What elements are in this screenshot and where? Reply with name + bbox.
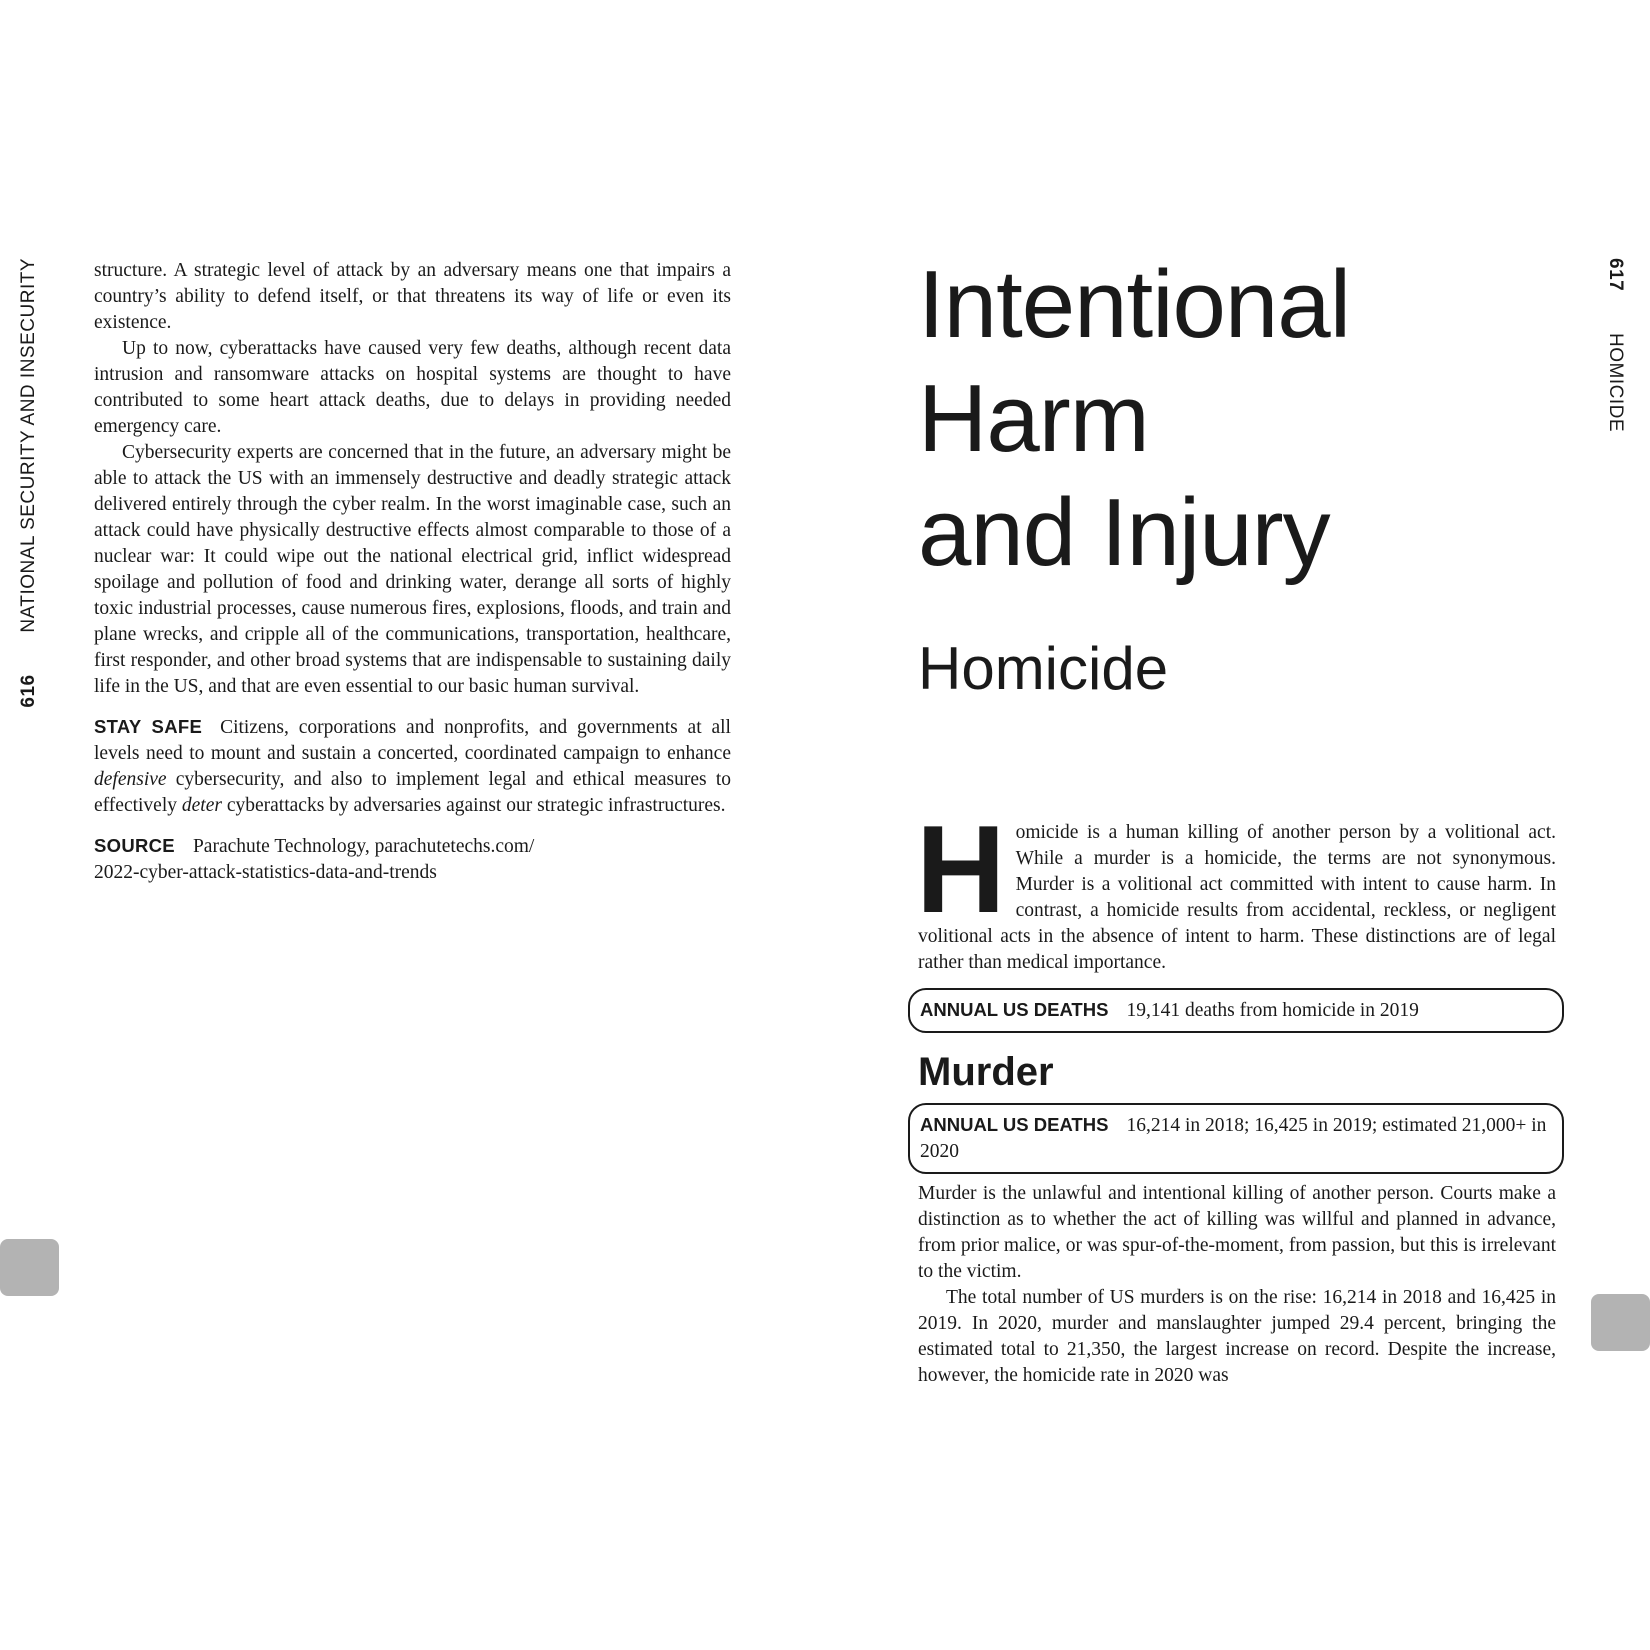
stat-label: ANNUAL US DEATHS: [920, 1114, 1109, 1135]
source-paragraph: [94, 833, 731, 886]
chapter-title-line: and Injury: [918, 479, 1330, 586]
right-running-head: [1604, 258, 1626, 432]
chapter-title-line: Harm: [918, 365, 1149, 472]
right-thumb-tab: [1591, 1294, 1650, 1351]
left-paragraph: structure. A strategic level of attack by an adversary means one that impairs a country’s ability to defend itself, or that threatens its way of life or even its existence.: [94, 260, 731, 333]
stat-label: ANNUAL US DEATHS: [920, 999, 1109, 1020]
murder-paragraph: The total number of US murders is on the rise: 16,214 in 2018 and 16,425 in 2019. In 2020, murder and manslaughter jumped 29.4 percent, bringing the estimated total to 21,350, the largest increase on record. Despite the increase, however, the homicide rate in 2020 was: [918, 1287, 1556, 1386]
left-page-body: [94, 258, 731, 886]
chapter-title: [918, 248, 1518, 590]
stat-value: 16,214 in 2018; 16,425 in 2019; estimated 21,000+ in 2020: [920, 1115, 1547, 1162]
murder-paragraph: Murder is the unlawful and intentional killing of another person. Courts make a distinction as to whether the act of killing was willful and planned in advance, from prior malice, or was spur-of-the-moment, from passion, but this is irrelevant to the victim.: [918, 1183, 1556, 1282]
stay-safe-emphasis: defensive: [94, 769, 167, 790]
left-running-head: [18, 258, 40, 708]
stay-safe-paragraph: [94, 714, 731, 819]
stay-safe-label: STAY SAFE: [94, 716, 203, 737]
chapter-title-line: Intentional: [918, 251, 1351, 358]
homicide-intro: [916, 801, 1556, 976]
source-label: SOURCE: [94, 835, 175, 856]
section-title: Homicide: [918, 635, 1169, 702]
murder-deaths-box: [908, 1103, 1564, 1174]
drop-cap: H: [916, 801, 1006, 939]
stat-value: 19,141 deaths from homicide in 2019: [1126, 1000, 1419, 1021]
right-section-name: HOMICIDE: [1605, 332, 1626, 432]
left-paragraph: Cybersecurity experts are concerned that in the future, an adversary might be able to attack the US with an immensely destructive and deadly strategic attack delivered entirely through the cyber realm. In the worst imaginable case, such an attack could have physically destructive effects almost comparable to those of a nuclear war: It could wipe out the national electrical grid, inflict widespread spoilage and pollution of food and drinking water, derange all sorts of highly toxic industrial processes, cause numerous fires, explosions, floods, and train and plane wrecks, and cripple all of the communications, transportation, healthcare, first responder, and other broad systems that are indispensable to sustaining daily life in the US, and that are even essential to our basic human survival.: [94, 442, 731, 697]
homicide-deaths-box: [908, 988, 1564, 1033]
stay-safe-text: cyberattacks by adversaries against our strategic infrastructures.: [221, 795, 726, 816]
murder-heading: Murder: [918, 1050, 1054, 1094]
left-page-number: 616: [18, 674, 39, 708]
source-text: Parachute Technology, parachutetechs.com/: [192, 836, 535, 857]
intro-text: omicide is a human killing of another person by a volitional act. While a murder is a homicide, the terms are not synonymous. Murder is a volitional act committed with intent to cause harm. In contrast, a homicide results from accidental, reckless, or negligent volitional acts in the absence of intent to harm. These distinctions are of legal rather than medical importance.: [918, 822, 1556, 973]
murder-body: [918, 1181, 1556, 1389]
stay-safe-emphasis: deter: [181, 795, 222, 816]
stay-safe-text: Citizens, corporations and nonprofits, and governments at all levels need to mount and sustain a concerted, coordinated campaign to enhance: [94, 717, 731, 764]
stay-safe-text: cybersecurity, and also to implement legal and ethical measures to effectively: [94, 769, 731, 816]
left-paragraph: Up to now, cyberattacks have caused very few deaths, although recent data intrusion and ransomware attacks on hospital systems are thought to have contributed to some heart attack deaths, due to delays in providing needed emergency care.: [94, 338, 731, 437]
source-text: 2022-cyber-attack-statistics-data-and-trends: [94, 862, 437, 883]
left-thumb-tab: [0, 1239, 59, 1296]
left-section-name: NATIONAL SECURITY AND INSECURITY: [18, 258, 39, 633]
right-page-number: 617: [1605, 258, 1626, 292]
